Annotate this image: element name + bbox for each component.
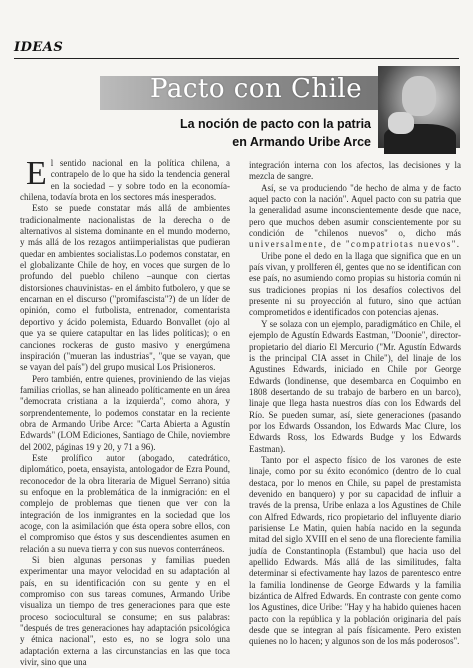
paragraph-1-text: l sentido nacional en la política chilena, a contrapelo de lo que ha sido la tendencia general en la sociedad – y sobre todo en la economía- chilena, todavía brota en los sectores más inesperados. — [20, 158, 230, 203]
top-rule — [14, 58, 459, 59]
paragraph-5: Si bien algunas personas y familias pueden experimentar una mayor velocidad en su adaptación al país, en su identificación con su gente y en el compromiso con sus tareas comunes, Armando Uribe visualiza un tiempo de tres generaciones para que este proceso sociocultural se consume; en sus palabras: "después de tres generaciones hay adaptación psicológica y étnica nacional", esto es, no se logra solo una adaptación externa a las circunstancias en las que toca vivir, sino que una — [20, 555, 230, 668]
subtitle-line-1: La noción de pacto con la patria — [179, 117, 371, 131]
paragraph-2: Esto se puede constatar más allá de ambientes tradicionalmente nacionalistas de la derecha o de alternativos al sistema dominante en el mundo moderno, y más allá de los rezagos antiimperialistas que pudieran quedar en ambientes socialistas.Lo podemos constatar, en el globalizante Chile de hoy, en voces que surgen de lo profundo del pueblo chileno –aunque con ciertas distorsiones chauvinistas- en el ámbito futbolero, y que se encarnan en el discurso ("promifascista"?) de un líder de opinión, como el futbolista, entrenador, comentarista deportivo y ácido polemista, Eduardo Bonvallet (ojo al que ya se quiere catapultar en las lides políticas); o en canciones rockeras de gusto masivo y energúmena inspiración ("mueran las industrias", "que se vayan, que se vayan del país") del grupo musical Los Prisioneros. — [20, 203, 230, 373]
paragraph-6-text: Así, se va produciendo "de hecho de alma y de facto aquel pacto con la nación". Aquel pacto con su patria que la generalidad asume inconscientemente desde que nace, pero que muchos deben asumir conscientemente por su condición de "chilenos nuevos" o, dicho más — [249, 182, 461, 239]
author-photo — [378, 66, 460, 148]
drop-cap: E — [26, 155, 47, 192]
paragraph-6 — [249, 183, 461, 251]
section-label: IDEAS — [14, 40, 64, 55]
paragraph-6-spaced: universalmente, de "compatriotas nuevos". — [249, 239, 461, 250]
paragraph-continued: integración interna con los afectos, las decisiones y la mezcla de sangre. — [249, 160, 461, 182]
paragraph-7: Uribe pone el dedo en la llaga que significa que en un país vivan, y prollferen él, gentes que no se identifican con ese país, no asumiendo como propias su historia común ni sus tradiciones propias ni los desafíos colectivos del presente ni su proyección al futuro, sino que actúan comprometidos e identificados con potencias ajenas. — [249, 250, 461, 318]
paragraph-1 — [20, 155, 230, 203]
paragraph-4: Este prolífico autor (abogado, catedrático, diplomático, poeta, ensayista, antologador de Ezra Pound, reconocedor de la obra literaria de Miguel Serrano) sitúa su enfoque en la problemática de la inmigración: en el complejo de problemas que tienen que ver con la integración de los inmigrantes en la sociedad que los acoge, con la asimilación que ésta opera sobre ellos, con el compromiso que éstos y sus descendientes asumen en relación a su nueva tierra y con sus nuevos conterráneos. — [20, 452, 230, 554]
article-title: Pacto con Chile — [150, 74, 363, 104]
paragraph-3: Pero también, entre quienes, proviniendo de las viejas familias criollas, se han alineado políticamente en un área "democrata cristiana a la izquierda", como ahora, y sorprendentemente, lo podemos constatar en la reciente obra de Armando Uribe Arce: "Carta Abierta a Agustín Edwards" (LOM Ediciones, Santiago de Chile, noviembre del 2002, páginas 19 y 20, y 71 a 96). — [20, 373, 230, 452]
subtitle-line-2: en Armando Uribe Arce — [232, 135, 371, 149]
paragraph-8: Y se solaza con un ejemplo, paradigmático en Chile, el ejemplo de Agustín Edwards Eastman, "Doonie", director-propietario del diario El Mercurio ("Mr. Agustín Edwards is the principal CIA asset in Chile"), del linaje de los Agustines Edwards, iniciado en Chile por George Edwards (londinense, que desembarca en Coquimbo en 1808 desertando de su trabajo de barbero en un barco), linaje que llega hasta nuestros días con los Edwards del Río. Se pueden sumar, así, siete generaciones (pasando por los Edwards Ossandon, los Edwards Mac Clure, los Edwards Ross, los Edwards Budge y los Edwards Eastman). — [249, 318, 461, 454]
photo-hand — [388, 112, 414, 134]
paragraph-9: Tanto por el aspecto físico de los varones de este linaje, como por su éxito económico (dentro de lo cual destaca, por lo menos en Chile, su papel de prestamista devenido en banquero) y por su capacidad de influir a través de la prensa, Uribe enlaza a los Agustines de Chile con Alfred Edwards, rico propietario del influyente diario parisiense Le Matin, quien había nacido en la segunda mitad del siglo XVIII en el seno de una floreciente familia judía de Constantinopla (Estambul) que hacia uso del apellido Edwards. Más allá de las similitudes, falta determinar si efectivamente hay lazos de parentesco entre la familia londinense de George Edwards y la familia bizántica de Alfred Edwards. En contraste con gente como los Agustines, dice Uribe: "Hay y ha habido quienes hacen pacto con la república y la población originaria del país desde que se integran al país físicamente. Pero existen quienes no lo hacen; y algunos son de los más poderosos". — [249, 454, 461, 647]
left-column — [20, 155, 230, 668]
right-column — [249, 160, 461, 648]
photo-head — [402, 76, 436, 116]
